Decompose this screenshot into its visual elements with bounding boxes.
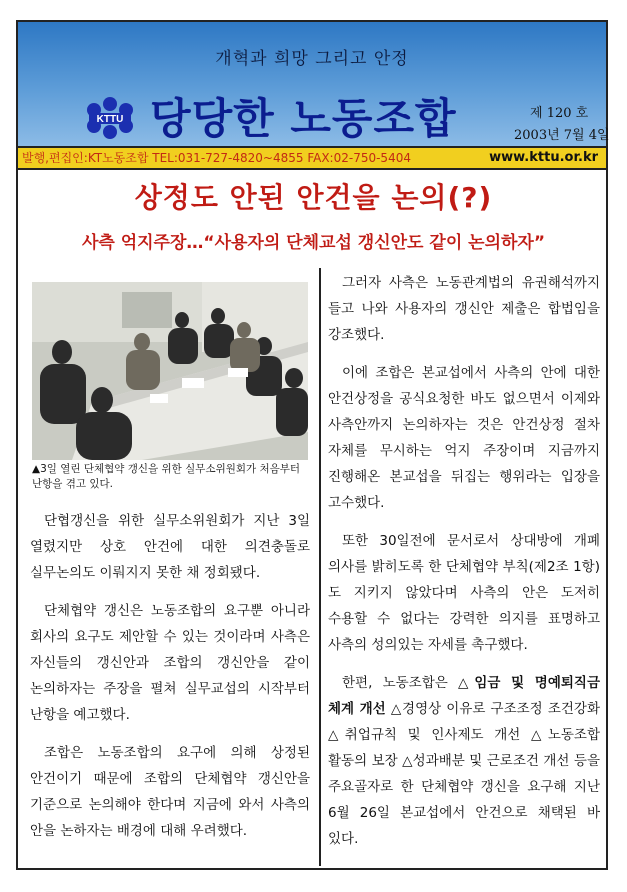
kttu-logo-icon [82,96,138,140]
paragraph: 이에 조합은 본교섭에서 사측의 안에 대한 안건상정을 공식요청한 바도 없으면서 이제와 사측안까지 논의하자는 것은 안건상정 절차 자체를 무시하는 억지 주장이며 지금까지 진행해온 본교섭을 뒤집는 행위라는 입장을 고수했다. [328,365,600,511]
paragraph-rest: △경영상 이유로 구조조정 조건강화 △취업규칙 및 인사제도 개선 △노동조합 활동의 보장 △성과배분 및 근로조건 개선 등을 주요골자로 한 단체협약 갱신을 요구해 지난 6월 26일 본교섭에서 안건으로 채택된 바 있다. [328,701,600,847]
masthead [18,22,610,146]
photo-caption: ▲3일 열린 단체협약 갱신을 위한 실무소위원회가 처음부터 난항을 겪고 있다. [32,463,301,490]
left-column [30,508,310,856]
paragraph: 단체협약 갱신은 노동조합의 요구뿐 아니라 회사의 요구도 제안할 수 있는 것이라며 사측은 자신들의 갱신안과 조합의 갱신안을 같이 논의하자는 주장을 펼쳐 실무교섭의 시작부터 난항을 예고했다. [30,603,310,723]
paragraph: 조합은 노동조합의 요구에 의해 상정된 안건이기 때문에 조합의 단체협약 갱신안을 기준으로 논의해야 한다며 지금에 와서 사측의 안을 논하자는 배경에 대해 우려했다. [30,745,310,839]
paragraph-final [328,670,600,852]
issue-number: 제 120 호 [530,106,589,121]
website-url[interactable]: www.kttu.or.kr [489,150,598,165]
publisher-bar [18,146,606,170]
paragraph: 그러자 사측은 노동관계법의 유권해석까지 들고 나와 사용자의 갱신안 제출은 합법임을 강조했다. [328,275,600,343]
paper-name: 당당한 노동조합 [150,94,457,143]
issue-date: 2003년 7월 4일 [514,128,610,143]
logo-text: KTTU [96,114,124,125]
meeting-photo [32,282,308,460]
right-column [328,270,600,864]
paragraph: 또한 30일전에 문서로서 상대방에 개폐 의사를 밝히도록 한 단체협약 부칙(제2조 1항)도 지키지 않았다며 사측의 안은 도저히 수용할 수 없다는 강력한 의지를 표명하고 사측의 성의있는 자세를 촉구했다. [328,533,600,653]
subheadline: 사측 억지주장…“사용자의 단체교섭 갱신안도 같이 논의하자” [81,233,546,253]
paragraph: 단협갱신을 위한 실무소위원회가 지난 3일 열렸지만 상호 안건에 대한 의견충돌로 실무논의도 이뤄지지 못한 채 정회됐다. [30,513,310,581]
slogan: 개혁과 희망 그리고 안정 [215,49,409,69]
publisher-info: 발행,편집인:KT노동조합 TEL:031-727-4820~4855 FAX:02-750-5404 [22,151,411,165]
column-divider [319,268,321,866]
paragraph-lead: 한편, 노동조합은 [342,675,459,691]
highlight-text: △임금 및 명예퇴직금 체계 개선 [328,675,600,717]
headline: 상정도 안된 안건을 논의(?) [134,181,493,214]
